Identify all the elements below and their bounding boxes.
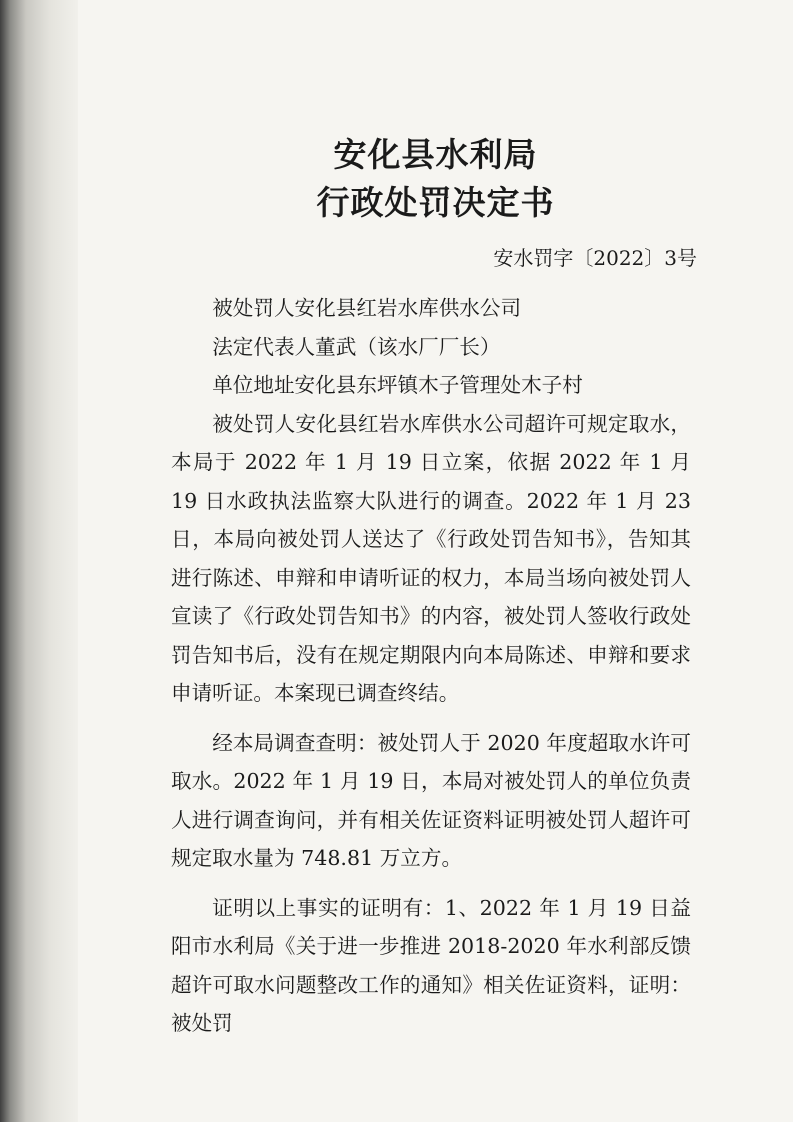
document-title-agency: 安化县水利局 [333,135,538,174]
case-summary-paragraph: 被处罚人安化县红岩水库供水公司超许可规定取水，本局于 2022 年 1 月 19 日立案，依据 2022 年 1 月 19 日水政执法监察大队进行的调查。2022 年 1 月 23 日，本局向被处罚人送达了《行政处罚告知书》，告知其进行陈述、申辩和申请听证的权力，本局当场向被处罚人宣读了《行政处罚告知书》的内容，被处罚人签收行政处罚告知书后，没有在规定期限内向本局陈述、申辩和要求申请听证。本案现已调查终结。 [171,411,691,705]
scan-binding-edge [0,0,78,1122]
legal-representative: 法定代表人董武（该水厂厂长） [212,334,501,359]
document-body [171,289,691,1043]
investigation-findings-paragraph: 经本局调查查明：被处罚人于 2020 年度超取水许可取水。2022 年 1 月 19 日，本局对被处罚人的单位负责人进行调查询问，并有相关佐证资料证明被处罚人超许可规定取水量为 748.81 万立方。 [171,730,691,870]
document-title-type: 行政处罚决定书 [316,183,555,222]
unit-address: 单位地址安化县东坪镇木子管理处木子村 [212,373,583,397]
evidence-paragraph: 证明以上事实的证明有：1、2022 年 1 月 19 日益阳市水利局《关于进一步推进 2018-2020 年水利部反馈超许可取水问题整改工作的通知》相关佐证资料，证明：被处罚 [171,895,691,1035]
penalized-party: 被处罚人安化县红岩水库供水公司 [212,296,522,320]
document-number: 安水罚字〔2022〕3号 [493,246,697,270]
document-page [78,0,793,1122]
